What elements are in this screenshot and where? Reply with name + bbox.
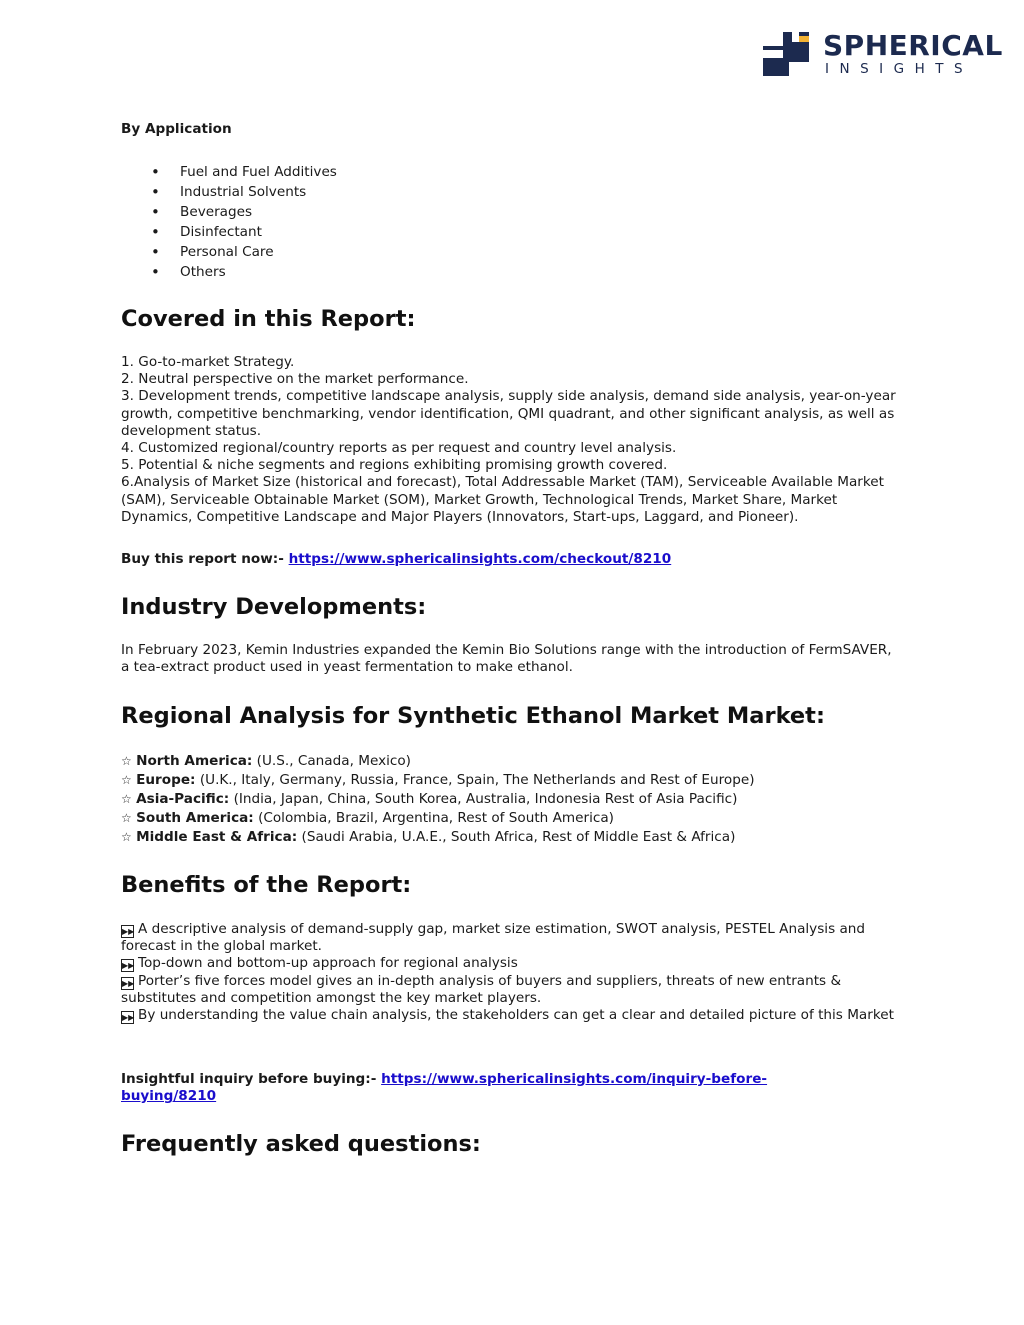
list-item: 4. Customized regional/country reports as per request and country level analysis. <box>121 440 677 457</box>
list-item: ▶▶ Top-down and bottom-up approach for regional analysis <box>122 955 518 972</box>
list-item: ▶▶ Porter’s five forces model gives an in-depth analysis of buyers and suppliers, threats of new entrants & substitutes and competition amongst the key market players. <box>121 972 842 1006</box>
list-item: • Personal Care <box>121 243 896 263</box>
checkout-link[interactable]: https://www.sphericalinsights.com/checkout/8210 <box>288 551 672 567</box>
list-item: ▶▶ By understanding the value chain analysis, the stakeholders can get a clear and detailed picture of this Market <box>122 1007 894 1024</box>
list-item: • Fuel and Fuel Additives <box>121 163 896 183</box>
region-list <box>121 752 896 847</box>
star-icon: ☆ <box>121 773 132 787</box>
fast-forward-icon: ▶▶ <box>122 978 135 988</box>
list-item: ☆ Asia-Pacific: (India, Japan, China, South Korea, Australia, Indonesia Rest of Asia Pacific) <box>121 791 738 807</box>
spherical-insights-logo <box>763 29 1003 78</box>
list-item: ☆ South America: (Colombia, Brazil, Argentina, Rest of South America) <box>121 810 614 826</box>
fast-forward-icon: ▶▶ <box>122 927 135 936</box>
logo-mark-icon <box>763 32 809 76</box>
star-icon: ☆ <box>121 792 132 806</box>
list-item: ▶▶ A descriptive analysis of demand-supply gap, market size estimation, SWOT analysis, PESTEL Analysis and forecast in the global market. <box>121 921 866 955</box>
inquiry-label: Insightful inquiry before buying:- <box>121 1071 382 1087</box>
application-list <box>121 163 896 282</box>
buy-report-line <box>121 551 896 568</box>
logo-subtitle: INSIGHTS <box>825 61 974 77</box>
industry-heading: Industry Developments: <box>121 594 427 620</box>
list-item: ☆ North America: (U.S., Canada, Mexico) <box>121 753 411 769</box>
faq-heading: Frequently asked questions: <box>121 1131 481 1157</box>
benefits-list <box>121 921 896 1024</box>
list-item: ☆ Europe: (U.K., Italy, Germany, Russia, France, Spain, The Netherlands and Rest of Europe) <box>121 772 755 788</box>
covered-heading: Covered in this Report: <box>121 306 416 332</box>
logo-wordmark: SPHERICAL <box>823 29 1003 62</box>
inquiry-link[interactable]: https://www.sphericalinsights.com/inquiry-before-buying/8210 <box>121 1071 768 1105</box>
list-item: 5. Potential & niche segments and regions exhibiting promising growth covered. <box>121 457 668 474</box>
by-application-heading: By Application <box>121 121 232 137</box>
covered-list <box>121 354 896 526</box>
list-item: ☆ Middle East & Africa: (Saudi Arabia, U.A.E., South Africa, Rest of Middle East & Africa) <box>121 829 736 845</box>
list-item: 1. Go-to-market Strategy. <box>121 354 295 370</box>
list-item: • Others <box>121 263 896 283</box>
regional-heading: Regional Analysis for Synthetic Ethanol Market Market: <box>121 703 825 729</box>
industry-text: In February 2023, Kemin Industries expanded the Kemin Bio Solutions range with the introduction of FermSAVER, a tea-extract product used in yeast fermentation to make ethanol. <box>121 642 892 676</box>
list-item: 3. Development trends, competitive landscape analysis, supply side analysis, demand side analysis, year-on-year growth, competitive benchmarking, vendor identification, QMI quadrant, and other significant analysis, as well as development status. <box>121 388 896 439</box>
star-icon: ☆ <box>121 830 132 844</box>
star-icon: ☆ <box>121 754 132 768</box>
star-icon: ☆ <box>121 811 132 825</box>
list-item: 2. Neutral perspective on the market performance. <box>121 371 469 388</box>
list-item: • Disinfectant <box>121 223 896 243</box>
buy-label: Buy this report now:- <box>121 551 289 567</box>
list-item: 6.Analysis of Market Size (historical and forecast), Total Addressable Market (TAM), Serviceable Available Market (SAM), Serviceable Obtainable Market (SOM), Market Growth, Technological Trends, Market Share, Market Dynamics, Competitive Landscape and Major Players (Innovators, Start-ups, Laggard, and Pioneer). <box>121 474 884 525</box>
fast-forward-icon: ▶▶ <box>122 1013 135 1023</box>
benefits-heading: Benefits of the Report: <box>121 872 412 898</box>
fast-forward-icon: ▶▶ <box>122 961 135 971</box>
list-item: • Beverages <box>121 203 896 223</box>
list-item: • Industrial Solvents <box>121 183 896 203</box>
inquiry-line <box>121 1071 821 1105</box>
